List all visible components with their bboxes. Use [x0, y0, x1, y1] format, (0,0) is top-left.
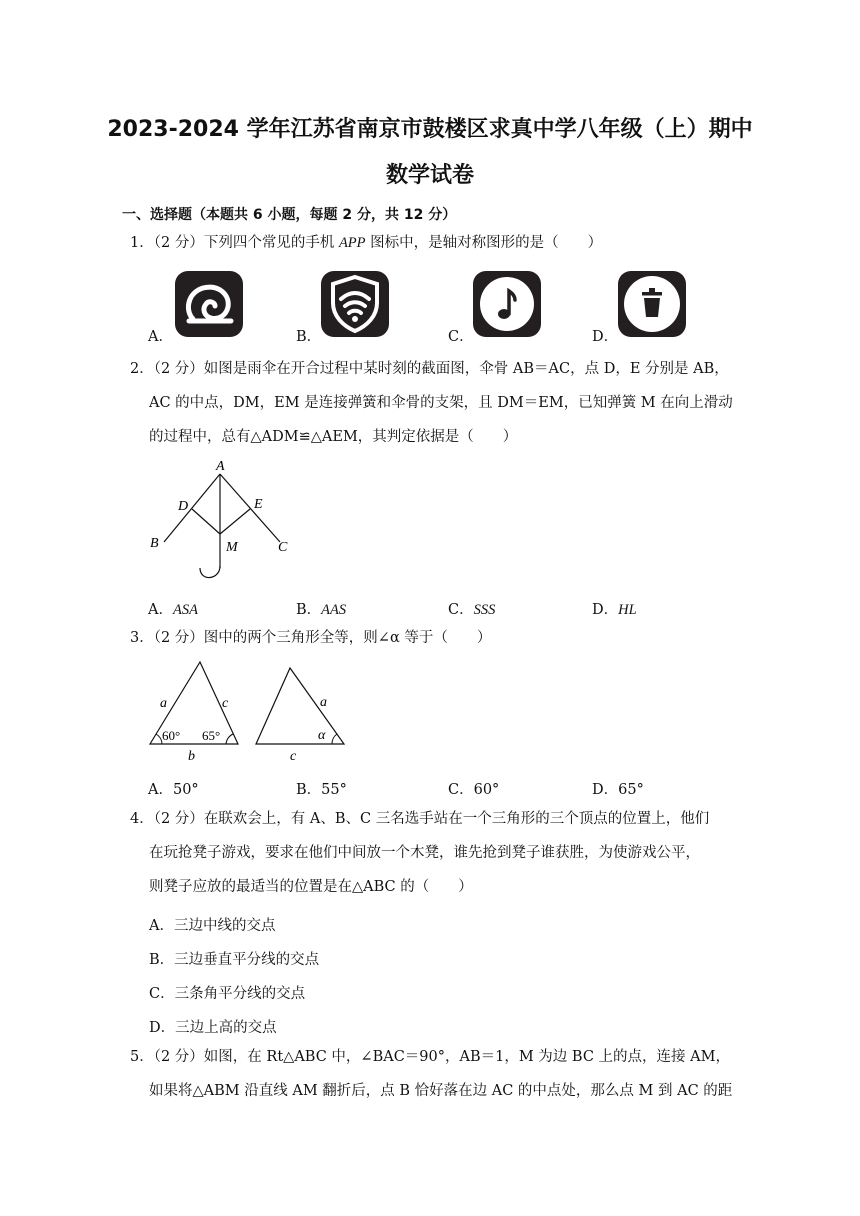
label-e: E [254, 497, 263, 512]
question-2-line-2: AC 的中点，DM，EM 是连接弹簧和伞骨的支架，且 DM＝EM，已知弹簧 M 在向上滑动 [149, 395, 733, 411]
question-1-number: 1． [130, 235, 154, 251]
question-5-line-1: 5．（2 分）如图，在 Rt△ABC 中，∠BAC＝90°，AB＝1，M 为边 BC 上的点，连接 AM， [130, 1049, 730, 1065]
music-note-icon [473, 271, 541, 337]
wifi-shield-icon [321, 271, 389, 337]
question-4-line-1: 4．（2 分）在联欢会上，有 A、B、C 三名选手站在一个三角形的三个顶点的位置上，他们 [130, 811, 710, 827]
question-1-app: APP [338, 235, 366, 251]
angle-60: 60° [162, 728, 181, 743]
question-4-line-2: 在玩抢凳子游戏，要求在他们中间放一个木凳，谁先抢到凳子谁获胜，为使游戏公平， [149, 845, 700, 861]
q4-option-d: D．三边上高的交点 [149, 1020, 277, 1036]
tri1-side-c: c [222, 696, 229, 711]
alpha-label: α [318, 728, 326, 743]
question-5-line-2: 如果将△ABM 沿直线 AM 翻折后，点 B 恰好落在边 AC 的中点处，那么点 M 到 AC 的距 [149, 1083, 733, 1099]
trash-can-icon [618, 271, 686, 337]
angle-65: 65° [202, 728, 221, 743]
question-2-line-3: 的过程中，总有△ADM≌△AEM，其判定依据是（ ） [149, 429, 518, 445]
q1-option-b-label: B． [296, 329, 322, 345]
q3-option-c: C．60° [448, 782, 500, 798]
q2-option-c: C．SSS [448, 602, 496, 618]
q1-option-c-label: C． [448, 329, 474, 345]
page-subtitle: 数学试卷 [385, 163, 474, 188]
label-b: B [150, 536, 159, 551]
label-d: D [178, 499, 189, 514]
tri2-side-c: c [290, 749, 297, 764]
page-title: 2023-2024 学年江苏省南京市鼓楼区求真中学八年级（上）期中 [107, 117, 753, 142]
triangles-figure [140, 656, 360, 768]
q1-option-d-label: D． [592, 329, 619, 345]
snail-shell-icon [175, 271, 243, 337]
umbrella-figure [140, 456, 300, 588]
tri1-side-a: a [160, 696, 167, 711]
q4-option-b: B．三边垂直平分线的交点 [149, 952, 320, 968]
tri2-side-a: a [320, 695, 327, 710]
q3-option-b: B．55° [296, 782, 347, 798]
question-4-line-3: 则凳子应放的最适当的位置是在△ABC 的（ ） [149, 879, 473, 895]
q2-option-b: B．AAS [296, 602, 347, 618]
label-c: C [278, 540, 288, 555]
question-1-text-post: 图标中，是轴对称图形的是（ ） [365, 235, 603, 251]
question-1-text-pre: （2 分）下列四个常见的手机 [153, 235, 339, 251]
label-a: A [216, 459, 225, 474]
q2-option-d: D．HL [592, 602, 637, 618]
question-3-line-1: 3．（2 分）图中的两个三角形全等，则∠α 等于（ ） [130, 630, 492, 646]
q3-option-a: A．50° [148, 782, 199, 798]
tri1-side-b: b [188, 749, 195, 764]
q3-option-d: D．65° [592, 782, 644, 798]
q4-option-a: A．三边中线的交点 [149, 918, 276, 934]
q4-option-c: C．三条角平分线的交点 [149, 986, 306, 1002]
question-1 [130, 236, 602, 251]
q1-option-a-label: A． [148, 329, 173, 345]
section-heading: 一、选择题（本题共 6 小题，每题 2 分，共 12 分） [122, 207, 457, 223]
q2-option-a: A．ASA [148, 602, 198, 618]
question-2-line-1: 2．（2 分）如图是雨伞在开合过程中某时刻的截面图，伞骨 AB＝AC，点 D，E 分别是 AB， [130, 361, 729, 377]
label-m: M [226, 540, 238, 555]
